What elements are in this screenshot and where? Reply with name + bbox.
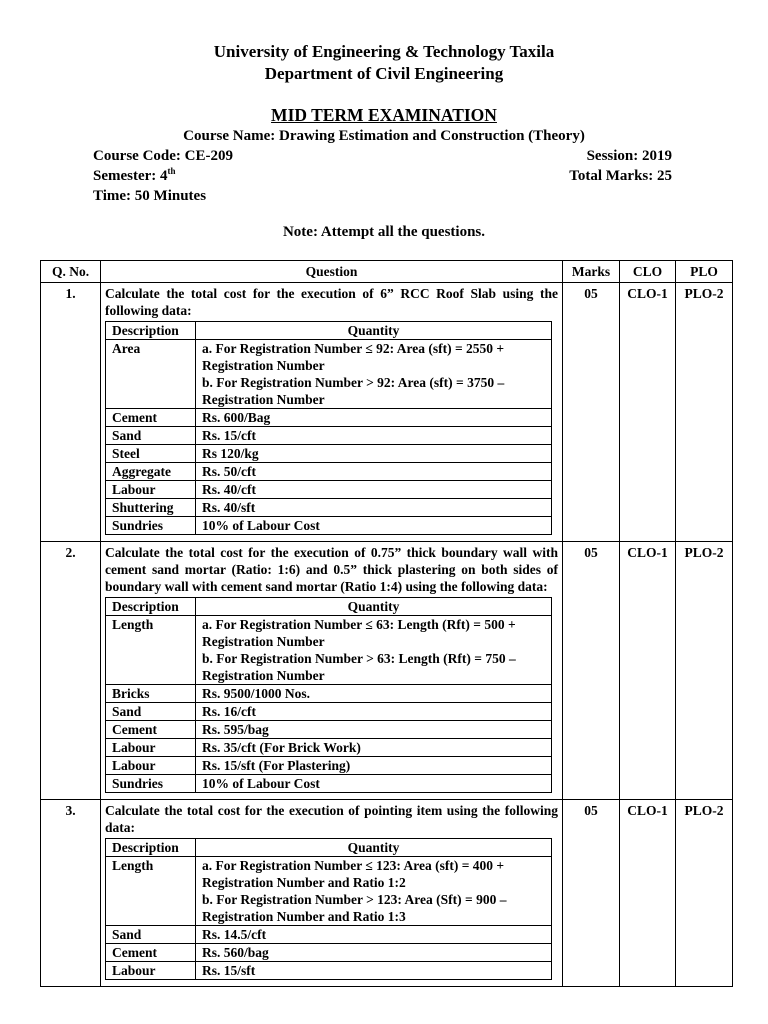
header-description: Description xyxy=(106,839,196,857)
data-row xyxy=(106,739,552,757)
header-description: Description xyxy=(106,322,196,340)
data-description: Aggregate xyxy=(106,463,196,481)
data-description: Length xyxy=(106,857,196,926)
data-row xyxy=(106,616,552,685)
header-marks: Marks xyxy=(563,261,620,283)
data-row xyxy=(106,445,552,463)
question-text: Calculate the total cost for the execution of 0.75” thick boundary wall with cement sand mortar (Ratio: 1:6) and 0.5” thick plastering on both sides of boundary wall with cement sand mortar (Ratio 1:4) using the following data: xyxy=(105,545,558,594)
data-description: Labour xyxy=(106,757,196,775)
question-cell xyxy=(101,283,563,542)
question-plo: PLO-2 xyxy=(676,542,733,800)
header-quantity: Quantity xyxy=(196,839,552,857)
data-description: Cement xyxy=(106,944,196,962)
data-quantity: Rs. 595/bag xyxy=(196,721,552,739)
question-plo: PLO-2 xyxy=(676,800,733,987)
instructions-note: Note: Attempt all the questions. xyxy=(282,224,486,240)
data-quantity: Rs. 600/Bag xyxy=(196,409,552,427)
course-name: Course Name: Drawing Estimation and Construction (Theory) xyxy=(183,128,585,144)
data-row xyxy=(106,499,552,517)
question-number: 2. xyxy=(41,542,101,800)
data-row xyxy=(106,944,552,962)
data-description: Steel xyxy=(106,445,196,463)
data-quantity: Rs. 40/cft xyxy=(196,481,552,499)
data-description: Labour xyxy=(106,962,196,980)
question-plo: PLO-2 xyxy=(676,283,733,542)
data-quantity: Rs. 15/sft (For Plastering) xyxy=(196,757,552,775)
data-row xyxy=(106,409,552,427)
question-clo: CLO-1 xyxy=(620,283,676,542)
data-table-header xyxy=(106,322,552,340)
data-description: Sand xyxy=(106,926,196,944)
data-row xyxy=(106,340,552,409)
questions-body xyxy=(41,283,733,987)
question-cell xyxy=(101,800,563,987)
question-marks: 05 xyxy=(563,800,620,987)
data-table-header xyxy=(106,598,552,616)
quantity-line: a. For Registration Number ≤ 123: Area (sft) = 400 + Registration Number and Ratio 1:2 xyxy=(202,858,505,890)
data-quantity: Rs. 9500/1000 Nos. xyxy=(196,685,552,703)
data-description: Cement xyxy=(106,721,196,739)
data-description: Shuttering xyxy=(106,499,196,517)
quantity-line: a. For Registration Number ≤ 63: Length (Rft) = 500 + Registration Number xyxy=(202,617,516,649)
data-row xyxy=(106,481,552,499)
data-row xyxy=(106,962,552,980)
data-row xyxy=(106,857,552,926)
data-description: Labour xyxy=(106,481,196,499)
data-quantity: Rs. 15/sft xyxy=(196,962,552,980)
data-quantity: Rs. 14.5/cft xyxy=(196,926,552,944)
semester-label: Semester: 4 xyxy=(93,168,168,184)
data-quantity: Rs. 40/sft xyxy=(196,499,552,517)
data-description: Sand xyxy=(106,703,196,721)
data-quantity: 10% of Labour Cost xyxy=(196,517,552,535)
data-quantity xyxy=(196,616,552,685)
quantity-line: b. For Registration Number > 63: Length (Rft) = 750 – Registration Number xyxy=(202,651,516,683)
course-code: Course Code: CE-209 xyxy=(93,148,233,164)
data-quantity: Rs. 16/cft xyxy=(196,703,552,721)
header-plo: PLO xyxy=(676,261,733,283)
header-question: Question xyxy=(101,261,563,283)
header-qno: Q. No. xyxy=(41,261,101,283)
header-clo: CLO xyxy=(620,261,676,283)
quantity-line: a. For Registration Number ≤ 92: Area (sft) = 2550 + Registration Number xyxy=(202,341,505,373)
question-row xyxy=(41,542,733,800)
data-quantity: 10% of Labour Cost xyxy=(196,775,552,793)
question-number: 1. xyxy=(41,283,101,542)
data-row xyxy=(106,685,552,703)
question-text: Calculate the total cost for the execution of pointing item using the following data: xyxy=(105,803,558,835)
data-quantity: Rs. 35/cft (For Brick Work) xyxy=(196,739,552,757)
data-row xyxy=(106,517,552,535)
question-text: Calculate the total cost for the execution of 6” RCC Roof Slab using the following data: xyxy=(105,286,558,318)
department-name: Department of Civil Engineering xyxy=(264,64,504,83)
question-clo: CLO-1 xyxy=(620,542,676,800)
data-row xyxy=(106,757,552,775)
data-quantity: Rs 120/kg xyxy=(196,445,552,463)
data-description: Bricks xyxy=(106,685,196,703)
question-marks: 05 xyxy=(563,542,620,800)
data-quantity: Rs. 15/cft xyxy=(196,427,552,445)
exam-title: MID TERM EXAMINATION xyxy=(271,105,497,125)
table-header-row xyxy=(41,261,733,283)
data-table xyxy=(105,597,552,793)
data-table-header xyxy=(106,839,552,857)
data-description: Area xyxy=(106,340,196,409)
question-number: 3. xyxy=(41,800,101,987)
data-description: Sand xyxy=(106,427,196,445)
questions-table xyxy=(40,260,733,987)
question-clo: CLO-1 xyxy=(620,800,676,987)
data-description: Length xyxy=(106,616,196,685)
question-row xyxy=(41,283,733,542)
semester-suffix: th xyxy=(167,166,176,176)
data-quantity xyxy=(196,857,552,926)
data-description: Cement xyxy=(106,409,196,427)
data-quantity: Rs. 560/bag xyxy=(196,944,552,962)
data-row xyxy=(106,721,552,739)
session: Session: 2019 xyxy=(586,148,672,164)
total-marks: Total Marks: 25 xyxy=(569,168,672,184)
data-description: Labour xyxy=(106,739,196,757)
header-quantity: Quantity xyxy=(196,322,552,340)
quantity-line: b. For Registration Number > 92: Area (sft) = 3750 – Registration Number xyxy=(202,375,505,407)
data-row xyxy=(106,703,552,721)
data-row xyxy=(106,427,552,445)
header-quantity: Quantity xyxy=(196,598,552,616)
data-quantity: Rs. 50/cft xyxy=(196,463,552,481)
question-row xyxy=(41,800,733,987)
data-table xyxy=(105,321,552,535)
quantity-line: b. For Registration Number > 123: Area (Sft) = 900 – Registration Number and Ratio 1:3 xyxy=(202,892,507,924)
question-cell xyxy=(101,542,563,800)
university-name: University of Engineering & Technology Taxila xyxy=(213,42,555,61)
data-row xyxy=(106,463,552,481)
data-quantity xyxy=(196,340,552,409)
data-description: Sundries xyxy=(106,517,196,535)
data-description: Sundries xyxy=(106,775,196,793)
data-row xyxy=(106,775,552,793)
exam-time: Time: 50 Minutes xyxy=(93,188,207,204)
question-marks: 05 xyxy=(563,283,620,542)
header-description: Description xyxy=(106,598,196,616)
data-row xyxy=(106,926,552,944)
semester xyxy=(93,168,176,185)
data-table xyxy=(105,838,552,980)
